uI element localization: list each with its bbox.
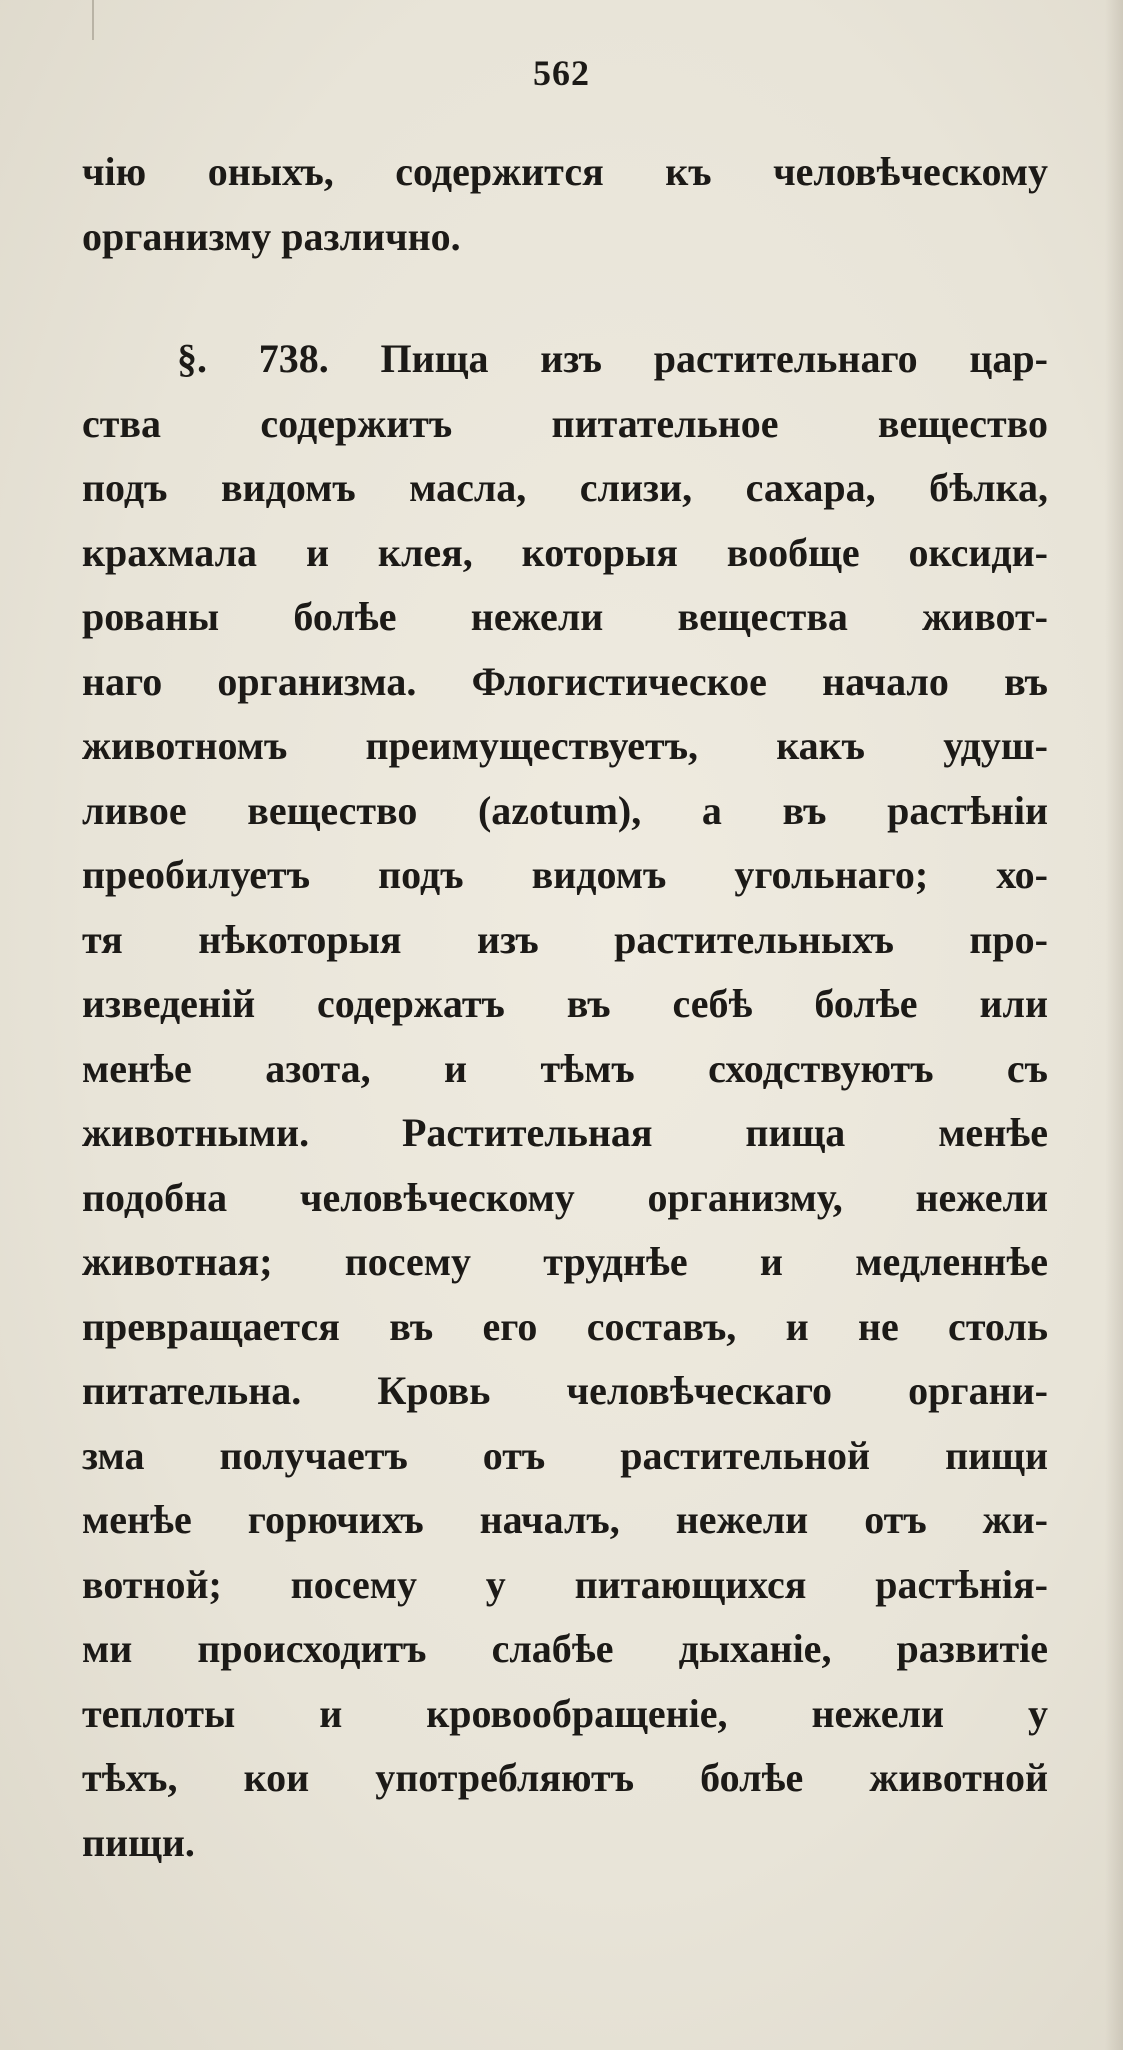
text-line: питательна. Кровь человѣческаго органи- [82,1368,1048,1413]
text-line: менѣе горючихъ началъ, нежели отъ жи- [82,1497,1048,1542]
page-number: 562 [533,53,590,93]
text-line: изведеній содержатъ въ себѣ болѣе или [82,981,1048,1026]
page-edge-shadow [1105,0,1123,2050]
text-line: преобилуетъ подъ видомъ угольнаго; хо- [82,852,1048,897]
text-line: ливое вещество (azotum), а въ растѣніи [82,787,1048,833]
section-heading-line: §. 738. Пища изъ растительнаго цар- [177,336,1048,381]
text-line: организму различно. [82,213,461,259]
text-line: менѣе азота, и тѣмъ сходствуютъ съ [82,1045,1048,1091]
text-line: животномъ преимуществуетъ, какъ удуш- [82,723,1048,768]
text-line: чію оныхъ, содержится къ человѣческому [82,149,1048,194]
text-line: подъ видомъ масла, слизи, сахара, бѣлка, [82,465,1048,510]
text-line: тя нѣкоторыя изъ растительныхъ про- [82,916,1048,962]
text-line: теплоты и кровообращеніе, нежели у [82,1690,1048,1736]
body-text [82,140,1048,1875]
text-line: ства содержитъ питательное вещество [82,400,1048,446]
text-line: тѣхъ, кои употребляютъ болѣе животной [82,1755,1048,1800]
paragraph-gap [82,269,1048,327]
text-line: зма получаетъ отъ растительной пищи [82,1432,1048,1478]
text-line: превращается въ его составъ, и не столь [82,1303,1048,1349]
text-line: животными. Растительная пища менѣе [82,1110,1048,1155]
text-line: вотной; посему у питающихся растѣнія- [82,1561,1048,1607]
page-edge-mark [92,0,94,40]
text-line: крахмала и клея, которыя вообще оксиди- [82,529,1048,575]
text-line: пищи. [82,1819,195,1865]
text-line: подобна человѣческому организму, нежели [82,1174,1048,1220]
text-line: рованы болѣе нежели вещества живот- [82,594,1048,639]
text-line: ми происходитъ слабѣе дыханіе, развитіе [82,1626,1048,1671]
text-line: наго организма. Флогистическое начало въ [82,658,1048,704]
text-line: животная; посему труднѣе и медленнѣе [82,1239,1048,1284]
